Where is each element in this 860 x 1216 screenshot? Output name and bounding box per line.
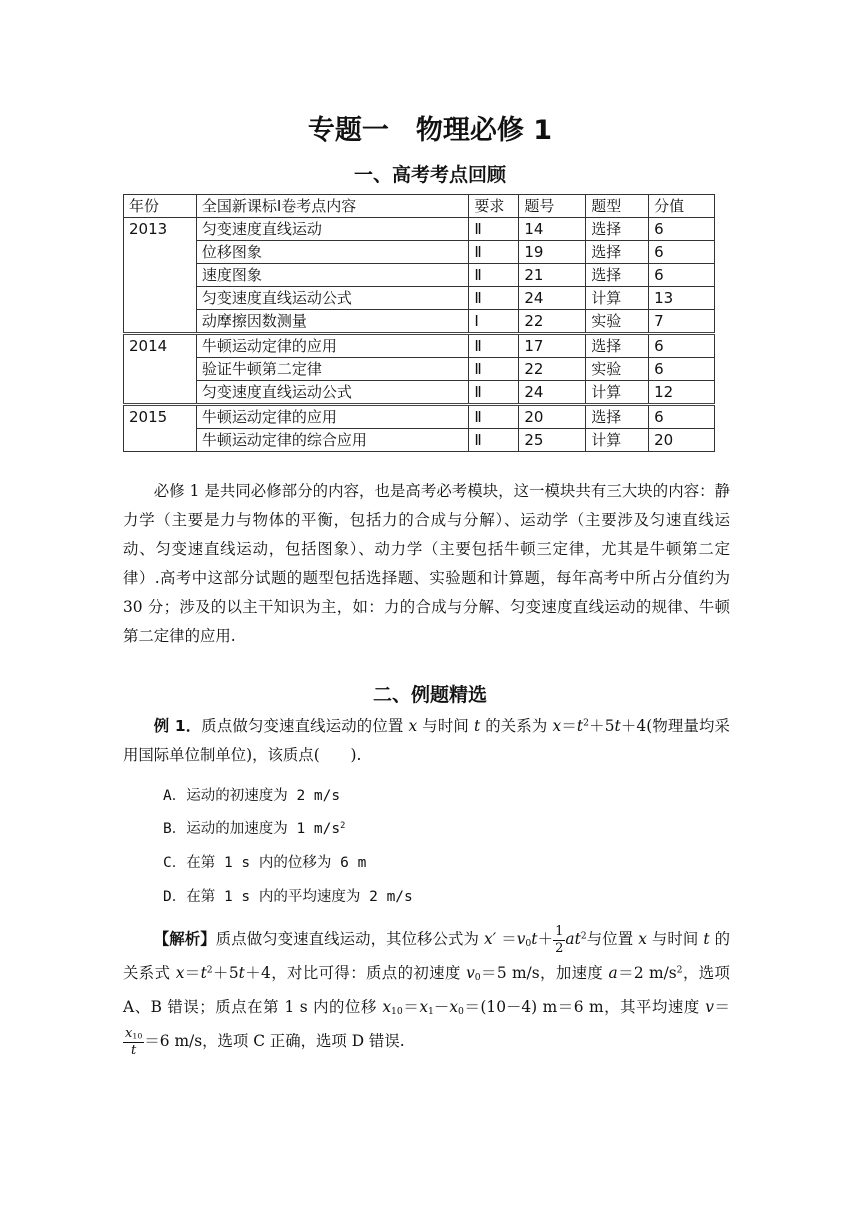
subscript: 10 xyxy=(391,1005,403,1017)
score-cell: 20 xyxy=(649,429,715,452)
year-cell: 2015 xyxy=(124,405,197,452)
var-t: t xyxy=(574,930,581,948)
score-cell: 6 xyxy=(649,405,715,429)
table-row xyxy=(124,358,715,381)
equals-sign: ＝ xyxy=(714,998,730,1016)
requirement-cell: Ⅰ xyxy=(469,310,519,334)
requirement-cell: Ⅱ xyxy=(469,381,519,405)
var-v: v xyxy=(705,998,714,1016)
exponent: 2 xyxy=(340,820,346,831)
question-no-cell: 22 xyxy=(519,310,586,334)
requirement-cell: Ⅱ xyxy=(469,287,519,310)
option-d: D．在第 1 s 内的平均速度为 2 m/s xyxy=(163,889,413,905)
var-t: t xyxy=(473,717,481,735)
solution-text: 与时间 xyxy=(651,930,699,948)
fraction-denominator: 2 xyxy=(555,940,564,956)
type-cell: 选择 xyxy=(586,241,649,264)
var-x: x xyxy=(175,964,185,982)
equals-sign: ＝ xyxy=(184,964,201,982)
page-title: 专题一 物理必修 1 xyxy=(307,115,553,146)
type-cell: 计算 xyxy=(586,287,649,310)
requirement-cell: Ⅱ xyxy=(469,241,519,264)
example-text: 的关系为 xyxy=(485,717,548,735)
header-requirement: 要求 xyxy=(469,195,519,218)
type-cell: 实验 xyxy=(586,358,649,381)
solution-text: ＝6 m/s，选项 C 正确，选项 D 错误. xyxy=(144,1032,405,1050)
var-x10: x xyxy=(382,998,392,1016)
subscript: 0 xyxy=(525,937,532,949)
intro-paragraph: 必修 1 是共同必修部分的内容，也是高考必考模块，这一模块共有三大块的内容：静力学（主要是力与物体的平衡，包括力的合成与分解）、运动学（主要涉及匀速直线运动、匀变速直线运动，包括图象）、动力学（主要包括牛顿三定律，尤其是牛顿第二定律）.高考中这部分试题的题型包括选择题、实验题和计算题，每年高考中所占分值约为 30 分；涉及的以主干知识为主，如：力的合成与分解、匀变速度直线运动的规律、牛顿第二定律的应用. xyxy=(123,482,730,645)
solution-text: ，选项 A、B 错误；质点在第 1 s 内的位移 xyxy=(123,964,730,1016)
score-cell: 6 xyxy=(649,264,715,287)
type-cell: 计算 xyxy=(586,381,649,405)
requirement-cell: Ⅱ xyxy=(469,405,519,429)
subscript: 0 xyxy=(458,1005,464,1017)
score-cell: 6 xyxy=(649,334,715,358)
equals-sign: ＝ xyxy=(501,930,517,948)
solution-text: 质点做匀变速直线运动，其位移公式为 xyxy=(215,930,479,948)
table-row xyxy=(124,287,715,310)
requirement-cell: Ⅱ xyxy=(469,334,519,358)
var-a: a xyxy=(565,930,575,948)
content-cell: 匀变速度直线运动 xyxy=(196,218,469,241)
example-text: ＋5 xyxy=(588,717,615,735)
table-row xyxy=(124,241,715,264)
var-x1: x xyxy=(419,998,429,1016)
var-v: v xyxy=(516,930,526,948)
table-row xyxy=(124,218,715,241)
content-cell: 匀变速度直线运动公式 xyxy=(196,381,469,405)
exponent: 2 xyxy=(580,930,587,942)
table-row xyxy=(124,429,715,452)
header-question-no: 题号 xyxy=(519,195,586,218)
question-no-cell: 20 xyxy=(519,405,586,429)
minus-sign: － xyxy=(433,998,450,1016)
example-question xyxy=(123,712,730,770)
header-score: 分值 xyxy=(649,195,715,218)
var-t: t xyxy=(131,1042,137,1058)
requirement-cell: Ⅱ xyxy=(469,358,519,381)
content-cell: 匀变速度直线运动公式 xyxy=(196,287,469,310)
solution-text: ＝2 m/s xyxy=(617,964,677,982)
score-cell: 6 xyxy=(649,358,715,381)
score-cell: 6 xyxy=(649,218,715,241)
var-v0: v xyxy=(466,964,475,982)
var-a: a xyxy=(608,964,618,982)
fraction-denominator xyxy=(123,1043,144,1057)
exponent: 2 xyxy=(676,964,683,976)
solution-text: ＝5 m/s，加速度 xyxy=(480,964,604,982)
question-no-cell: 22 xyxy=(519,358,586,381)
fraction-numerator: 1 xyxy=(555,924,564,940)
content-cell: 位移图象 xyxy=(196,241,469,264)
type-cell: 实验 xyxy=(586,310,649,334)
table-row xyxy=(124,334,715,358)
solution-text: 的关系式 xyxy=(123,930,730,982)
score-cell: 12 xyxy=(649,381,715,405)
section-heading-examples: 二、例题精选 xyxy=(372,684,487,706)
fraction-one-half xyxy=(553,925,565,954)
requirement-cell: Ⅱ xyxy=(469,218,519,241)
var-t: t xyxy=(576,717,584,735)
header-type: 题型 xyxy=(586,195,649,218)
question-no-cell: 17 xyxy=(519,334,586,358)
content-cell: 动摩擦因数测量 xyxy=(196,310,469,334)
subscript: 10 xyxy=(132,1031,143,1041)
score-cell: 13 xyxy=(649,287,715,310)
question-no-cell: 24 xyxy=(519,287,586,310)
exam-points-table xyxy=(123,194,715,452)
type-cell: 选择 xyxy=(586,405,649,429)
subscript: 0 xyxy=(474,971,481,983)
question-no-cell: 21 xyxy=(519,264,586,287)
question-no-cell: 19 xyxy=(519,241,586,264)
solution-paragraph xyxy=(123,922,730,1058)
year-cell: 2013 xyxy=(124,218,197,334)
question-no-cell: 14 xyxy=(519,218,586,241)
exponent: 2 xyxy=(583,717,589,729)
requirement-cell: Ⅱ xyxy=(469,264,519,287)
solution-text: ＋4，对比可得：质点的初速度 xyxy=(244,964,461,982)
var-t: t xyxy=(531,930,538,948)
var-x-prime: x′ xyxy=(484,930,497,948)
content-cell: 牛顿运动定律的应用 xyxy=(196,405,469,429)
score-cell: 7 xyxy=(649,310,715,334)
fraction-x10-over-t xyxy=(123,1027,144,1056)
solution-label: 【解析】 xyxy=(153,930,216,948)
type-cell: 选择 xyxy=(586,218,649,241)
table-row xyxy=(124,381,715,405)
table-row xyxy=(124,264,715,287)
subscript: 1 xyxy=(428,1005,434,1017)
solution-text: 与位置 xyxy=(586,930,634,948)
var-t: t xyxy=(200,964,207,982)
var-x: x xyxy=(408,717,418,735)
header-content: 全国新课标Ⅰ卷考点内容 xyxy=(196,195,469,218)
section-heading-review: 一、高考考点回顾 xyxy=(353,164,506,186)
type-cell: 选择 xyxy=(586,264,649,287)
type-cell: 计算 xyxy=(586,429,649,452)
option-b xyxy=(163,817,345,838)
table-header-row xyxy=(124,195,715,218)
content-cell: 验证牛顿第二定律 xyxy=(196,358,469,381)
content-cell: 牛顿运动定律的应用 xyxy=(196,334,469,358)
example-text: 与时间 xyxy=(422,717,469,735)
option-b-text: B．运动的加速度为 1 m/s xyxy=(163,821,341,837)
year-cell: 2014 xyxy=(124,334,197,405)
var-x10: x xyxy=(125,1026,133,1042)
solution-text: ＋5 xyxy=(212,964,239,982)
equals-sign: ＝ xyxy=(561,717,577,735)
question-no-cell: 24 xyxy=(519,381,586,405)
equals-sign: ＝ xyxy=(402,998,420,1016)
var-x: x xyxy=(638,930,647,948)
table-row xyxy=(124,405,715,429)
table-row xyxy=(124,310,715,334)
example-label: 例 1． xyxy=(153,717,202,735)
requirement-cell: Ⅱ xyxy=(469,429,519,452)
var-x0: x xyxy=(449,998,458,1016)
example-text: 质点做匀变速直线运动的位置 xyxy=(201,717,404,735)
exponent: 2 xyxy=(206,964,213,976)
var-t: t xyxy=(614,717,621,735)
var-t: t xyxy=(703,930,710,948)
plus-sign: ＋ xyxy=(537,930,554,948)
var-t: t xyxy=(238,964,245,982)
fraction-numerator xyxy=(123,1027,144,1042)
solution-text: ＝(10－4) m＝6 m，其平均速度 xyxy=(463,998,700,1016)
header-year: 年份 xyxy=(124,195,197,218)
question-no-cell: 25 xyxy=(519,429,586,452)
example-text: ＋4(物理量均采用国际单位制单位)，该质点( ). xyxy=(123,717,730,764)
content-cell: 速度图象 xyxy=(196,264,469,287)
option-c: C．在第 1 s 内的位移为 6 m xyxy=(163,855,367,871)
var-x: x xyxy=(552,717,562,735)
type-cell: 选择 xyxy=(586,334,649,358)
score-cell: 6 xyxy=(649,241,715,264)
option-a: A．运动的初速度为 2 m/s xyxy=(163,788,341,804)
content-cell: 牛顿运动定律的综合应用 xyxy=(196,429,469,452)
